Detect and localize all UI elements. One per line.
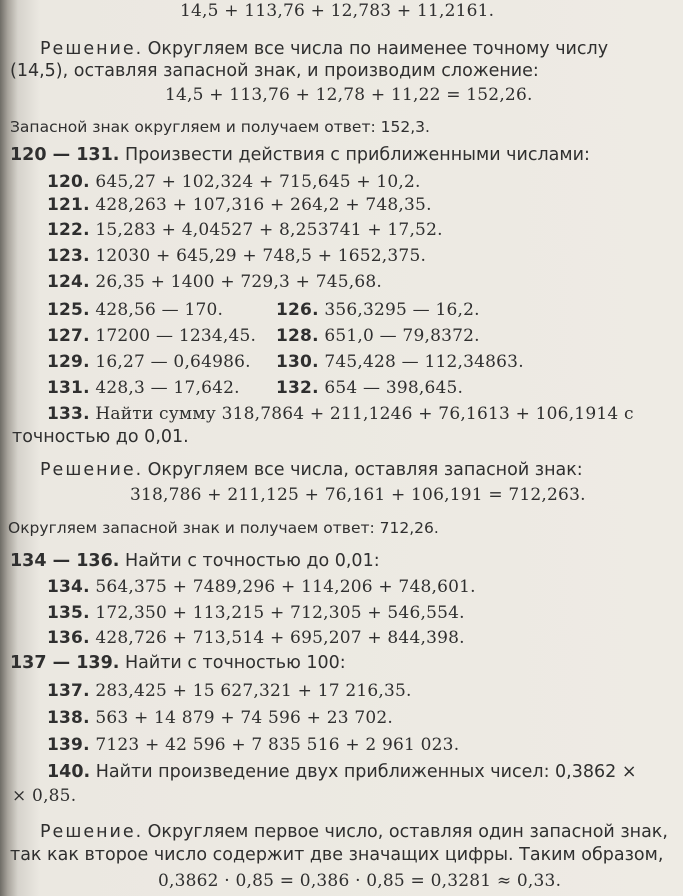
solution-formula: [158, 873, 561, 890]
solution-formula: [165, 87, 533, 104]
solution-label: Решение.: [40, 822, 144, 842]
problem-text: 12030 + 645,29 + 748,5 + 1652,375.: [95, 246, 427, 266]
problem-text: 17200 — 1234,45.: [95, 326, 257, 346]
problem-number: 120.: [47, 172, 90, 192]
problem-text: 16,27 — 0,64986.: [95, 352, 251, 372]
formula-text: 318,786 + 211,125 + 76,161 + 106,191 = 712,263.: [130, 485, 586, 505]
problem-136: [47, 630, 465, 647]
problem-text: 7123 + 42 596 + 7 835 516 + 2 961 023.: [95, 735, 460, 755]
problem-126: [276, 302, 480, 319]
problem-text: × 0,85.: [12, 786, 77, 806]
expression-text: 14,5 + 113,76 + 12,783 + 11,2161.: [180, 1, 495, 21]
solution-label: Решение.: [40, 460, 144, 480]
answer-line: [10, 120, 430, 136]
problem-number: 140.: [47, 762, 91, 782]
solution-text: Округляем все числа по наименее точному числу: [147, 39, 609, 59]
problem-text: 745,428 — 112,34863.: [324, 352, 524, 372]
section-heading: [10, 655, 346, 673]
problem-127: [47, 328, 256, 345]
problem-131: [47, 380, 240, 397]
problem-expression: [180, 3, 494, 20]
problem-140: [47, 764, 637, 782]
problem-number: 122.: [47, 220, 90, 240]
solution-text: так как второе число содержит две значащих цифры. Таким образом,: [10, 845, 664, 865]
problem-138: [47, 710, 393, 727]
problem-139: [47, 737, 459, 754]
solution-line: [40, 40, 608, 59]
problem-number: 138.: [47, 708, 90, 728]
problem-text: 428,726 + 713,514 + 695,207 + 844,398.: [95, 628, 465, 648]
problem-128: [276, 328, 480, 345]
problem-134: [47, 579, 476, 596]
problem-124: [47, 274, 382, 291]
problem-137: [47, 683, 412, 700]
problem-129: [47, 354, 251, 371]
problem-text: 283,425 + 15 627,321 + 17 216,35.: [95, 681, 412, 701]
problem-number: 125.: [47, 300, 90, 320]
problem-140-continuation: [12, 788, 76, 805]
solution-label: Решение.: [40, 39, 144, 59]
answer-text: Запасной знак округляем и получаем ответ: 152,3.: [10, 118, 430, 136]
problem-text: 172,350 + 113,215 + 712,305 + 546,554.: [95, 603, 465, 623]
problem-text: 651,0 — 79,8372.: [324, 326, 480, 346]
problem-text: 564,375 + 7489,296 + 114,206 + 748,601.: [95, 577, 476, 597]
section-heading: [10, 147, 590, 165]
problem-text: 356,3295 — 16,2.: [324, 300, 480, 320]
problem-text: точностью до 0,01.: [12, 427, 189, 447]
problem-130: [276, 354, 524, 371]
problem-120: [47, 174, 421, 191]
section-range: 134 — 136.: [10, 551, 120, 571]
problem-135: [47, 605, 465, 622]
solution-line: [40, 823, 668, 842]
problem-number: 133.: [47, 404, 90, 424]
problem-text: 645,27 + 102,324 + 715,645 + 10,2.: [95, 172, 421, 192]
problem-number: 130.: [276, 352, 319, 372]
answer-text: Округляем запасной знак и получаем ответ: 712,26.: [8, 519, 439, 537]
problem-text: 428,263 + 107,316 + 264,2 + 748,35.: [95, 195, 432, 215]
problem-number: 139.: [47, 735, 90, 755]
section-title: Найти с точностью 100:: [124, 653, 346, 673]
section-range: 120 — 131.: [10, 145, 120, 165]
solution-text: Округляем первое число, оставляя один запасной знак,: [147, 822, 668, 842]
problem-number: 134.: [47, 577, 90, 597]
section-title: Произвести действия с приближенными числами:: [124, 145, 590, 165]
problem-133: [47, 406, 634, 423]
solution-line: [10, 847, 663, 865]
problem-125: [47, 302, 223, 319]
problem-number: 137.: [47, 681, 90, 701]
problem-text: 26,35 + 1400 + 729,3 + 745,68.: [95, 272, 383, 292]
section-title: Найти с точностью до 0,01:: [124, 551, 380, 571]
problem-122: [47, 222, 443, 239]
problem-number: 136.: [47, 628, 90, 648]
problem-number: 128.: [276, 326, 319, 346]
problem-number: 127.: [47, 326, 90, 346]
answer-line: [8, 521, 439, 537]
problem-text: 563 + 14 879 + 74 596 + 23 702.: [95, 708, 394, 728]
problem-number: 126.: [276, 300, 319, 320]
problem-text: 15,283 + 4,04527 + 8,253741 + 17,52.: [95, 220, 443, 240]
section-heading: [10, 553, 380, 571]
problem-number: 129.: [47, 352, 90, 372]
formula-text: 14,5 + 113,76 + 12,78 + 11,22 = 152,26.: [165, 85, 533, 105]
problem-text: Найти произведение двух приближенных чисел: 0,3862 ×: [95, 762, 637, 782]
problem-133-continuation: [12, 429, 189, 447]
problem-number: 135.: [47, 603, 90, 623]
solution-line: [40, 461, 583, 480]
problem-number: 124.: [47, 272, 90, 292]
problem-number: 132.: [276, 378, 319, 398]
problem-text: 654 — 398,645.: [324, 378, 464, 398]
solution-text: (14,5), оставляя запасной знак, и производим сложение:: [10, 61, 539, 81]
problem-number: 123.: [47, 246, 90, 266]
formula-text: 0,3862 · 0,85 = 0,386 · 0,85 = 0,3281 ≈ 0,33.: [158, 871, 562, 891]
problem-number: 131.: [47, 378, 90, 398]
problem-text: 428,56 — 170.: [95, 300, 224, 320]
solution-formula: [130, 487, 586, 504]
problem-text: 428,3 — 17,642.: [95, 378, 240, 398]
problem-text: Найти сумму 318,7864 + 211,1246 + 76,1613 + 106,1914 с: [95, 404, 634, 424]
problem-number: 121.: [47, 195, 90, 215]
problem-132: [276, 380, 463, 397]
section-range: 137 — 139.: [10, 653, 120, 673]
solution-line: [10, 63, 539, 81]
problem-121: [47, 197, 432, 214]
problem-123: [47, 248, 426, 265]
solution-text: Округляем все числа, оставляя запасной знак:: [147, 460, 583, 480]
